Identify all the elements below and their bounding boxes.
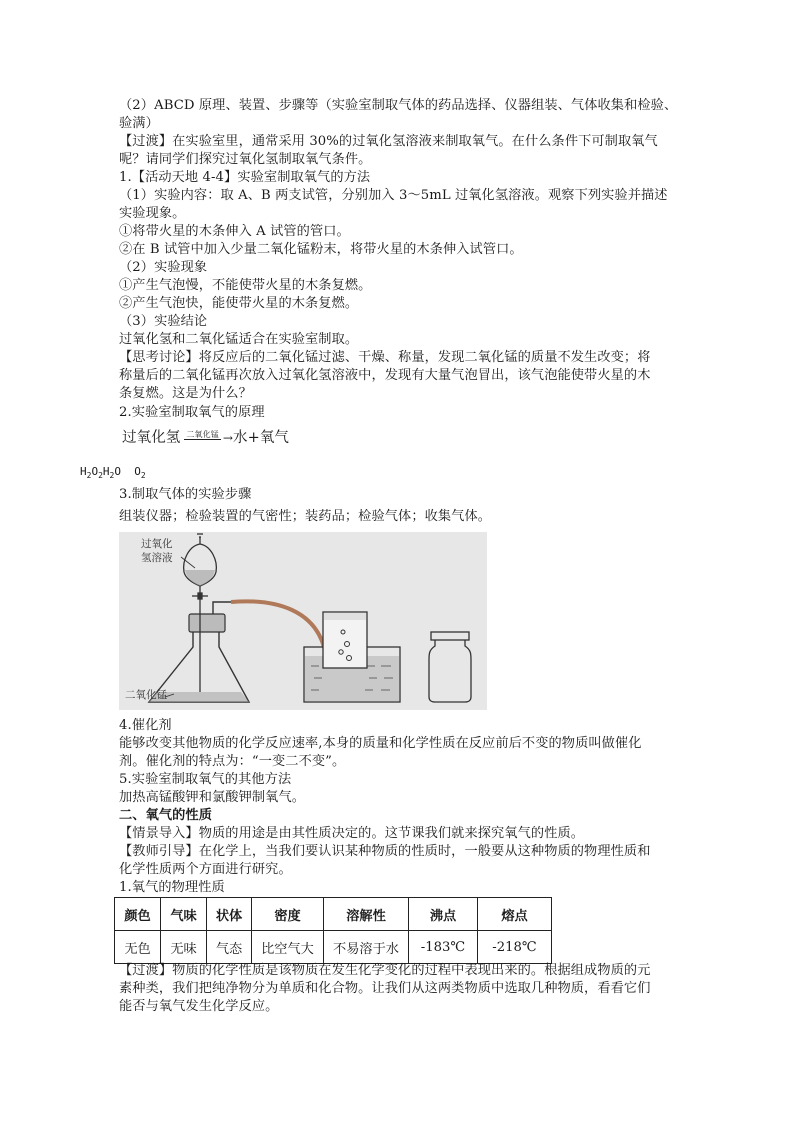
- table-header-cell: 气味: [161, 898, 207, 931]
- formula-part: H: [102, 465, 110, 478]
- stopcock-icon: [192, 593, 208, 599]
- table-cell: 气态: [207, 931, 252, 964]
- rubber-stopper: [189, 614, 225, 632]
- equation-products: 水+氧气: [232, 430, 290, 446]
- gas-jar-icon: [429, 632, 471, 702]
- text-line: 3.制取气体的实验步骤: [119, 487, 252, 502]
- text-line: 组装仪器；检验装置的气密性；装药品；检验气体；收集气体。: [119, 509, 492, 524]
- table-cell: 无味: [161, 931, 207, 964]
- text-line: 呢？请同学们探究过氧化氢制取氧气条件。: [119, 152, 372, 167]
- chemical-formula: [80, 465, 146, 480]
- figure-label-peroxide: 氢溶液: [141, 552, 173, 564]
- apparatus-drawing: [119, 532, 487, 710]
- text-line: 过氧化氢和二氧化锰适合在实验室制取。: [119, 332, 359, 347]
- text-line: 5.实验室制取氧气的其他方法: [119, 772, 292, 787]
- table-header-cell: 沸点: [409, 898, 478, 931]
- text-line: ②产生气泡快，能使带火星的木条复燃。: [119, 296, 359, 311]
- table-row: [115, 931, 552, 964]
- text-line: ②在 B 试管中加入少量二氧化锰粉末，将带火星的木条伸入试管口。: [119, 242, 523, 257]
- formula-part: 2: [140, 471, 146, 481]
- text-line: 素种类，我们把纯净物分为单质和化合物。让我们从这两类物质中选取几种物质，看看它们: [119, 981, 651, 996]
- section-heading: 二、氧气的性质: [119, 808, 213, 823]
- equation-arrow: →: [222, 431, 233, 445]
- equation-condition: 二氧化锰: [186, 430, 219, 439]
- text-line: 化学性质两个方面进行研究。: [119, 862, 292, 877]
- text-line: 【情景导入】物质的用途是由其性质决定的。这节课我们就来探究氧气的性质。: [119, 826, 585, 841]
- table-header-cell: 溶解性: [324, 898, 409, 931]
- text-line: 能否与氧气发生化学反应。: [119, 999, 279, 1014]
- text-line: （1）实验内容：取 A、B 两支试管，分别加入 3～5mL 过氧化氢溶液。观察下列实验并描述: [119, 188, 668, 203]
- equation-reactant: 过氧化氢: [122, 430, 181, 446]
- text-line: 剂。催化剂的特点为：“一变二不变”。: [119, 754, 346, 769]
- separatory-funnel-icon: [184, 534, 217, 602]
- table-cell: -218℃: [478, 931, 552, 964]
- oxygen-physical-properties-table: [114, 897, 552, 964]
- formula-part: O: [134, 465, 141, 478]
- table-cell: -183℃: [409, 931, 478, 964]
- text-line: （2）实验现象: [119, 260, 208, 275]
- text-line: 加热高锰酸钾和氯酸钾制氧气。: [119, 790, 306, 805]
- table-cell: 不易溶于水: [324, 931, 409, 964]
- table-cell: 比空气大: [252, 931, 324, 964]
- formula-part: O: [114, 465, 121, 478]
- text-line: 【过渡】在实验室里，通常采用 30%的过氧化氢溶液来制取氧气。在什么条件下可制取氧气: [119, 134, 658, 149]
- formula-part: 2: [86, 471, 92, 481]
- formula-part: O: [91, 465, 99, 478]
- text-line: ①将带火星的木条伸入 A 试管的管口。: [119, 224, 350, 239]
- text-line: （3）实验结论: [119, 314, 208, 329]
- text-line: 称量后的二氧化锰再次放入过氧化氢溶液中，发现有大量气泡冒出，该气泡能使带火星的木: [119, 368, 651, 383]
- word-equation: [122, 429, 682, 447]
- text-line: 实验现象。: [119, 206, 186, 221]
- text-line: 【教师引导】在化学上，当我们要认识某种物质的性质时，一般要从这种物质的物理性质和: [119, 844, 651, 859]
- figure-label-peroxide: 过氧化: [141, 538, 173, 550]
- text-line: 【过渡】物质的化学性质是该物质在发生化学变化的过程中表现出来的。根据组成物质的元: [119, 963, 651, 978]
- table-header-cell: 状体: [207, 898, 252, 931]
- figure-label-mno2: 二氧化锰: [125, 689, 167, 701]
- formula-part: 2: [109, 471, 115, 481]
- text-line: 2.实验室制取氧气的原理: [119, 405, 265, 420]
- formula-part: H: [80, 465, 87, 478]
- text-line: 验满）: [119, 116, 159, 131]
- text-line: 能够改变其他物质的化学反应速率,本身的质量和化学性质在反应前后不变的物质叫做催化: [119, 736, 642, 751]
- text-line: ①产生气泡慢，不能使带火星的木条复燃。: [119, 278, 372, 293]
- text-line: 条复燃。这是为什么？: [119, 386, 252, 401]
- outlet-tube: [213, 602, 231, 614]
- collecting-bottle-icon: [323, 612, 367, 668]
- formula-part: 2: [98, 471, 103, 481]
- table-header-cell: 颜色: [115, 898, 161, 931]
- bottle-top: [324, 613, 366, 620]
- apparatus-figure: [119, 532, 487, 710]
- text-line: （2）ABCD 原理、装置、步骤等（实验室制取气体的药品选择、仪器组装、气体收集和检验、: [119, 98, 678, 113]
- text-line: 4.催化剂: [119, 718, 172, 733]
- table-header-row: [115, 898, 552, 931]
- funnel-liquid: [185, 570, 215, 586]
- text-line: 1.氧气的物理性质: [119, 880, 225, 895]
- text-line: 1.【活动天地 4-4】实验室制取氧气的方法: [119, 170, 371, 185]
- text-line: 【思考讨论】将反应后的二氧化锰过滤、干燥、称量，发现二氧化锰的质量不发生改变；将: [119, 350, 651, 365]
- table-cell: 无色: [115, 931, 161, 964]
- table-header-cell: 熔点: [478, 898, 552, 931]
- table-header-cell: 密度: [252, 898, 324, 931]
